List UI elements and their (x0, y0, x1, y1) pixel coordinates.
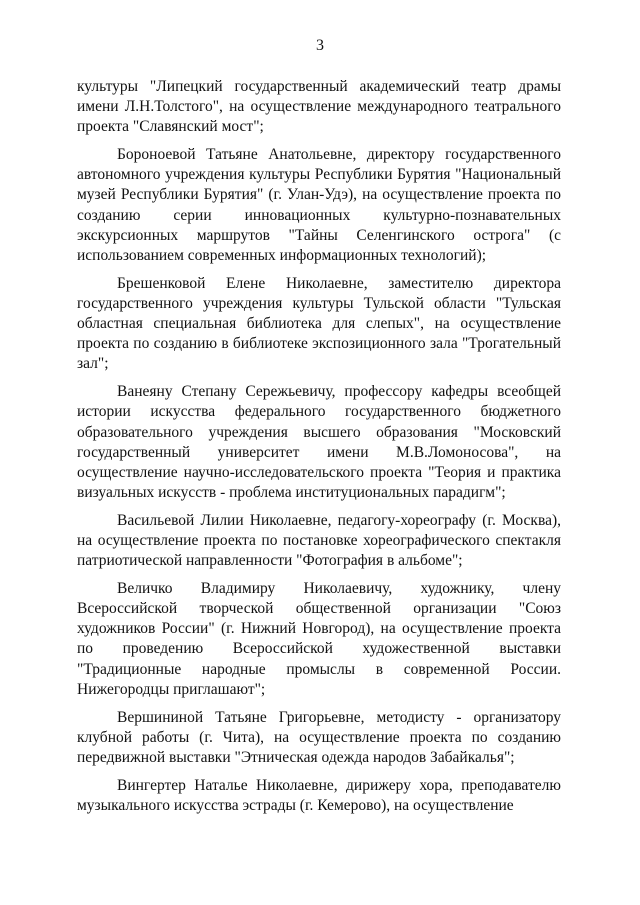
paragraph-vingerter: Вингертер Наталье Николаевне, дирижеру хора, преподавателю музыкального искусства эстрады (г. Кемерово), на осуществление (77, 777, 561, 815)
paragraph-velichko: Величко Владимиру Николаевичу, художнику, члену Всероссийской творческой общественной организации "Союз художников России" (г. Нижний Новгород), на осуществление проекта по проведению Всероссийской художественной выставки "Традиционные народные промыслы в современной России. Нижегородцы приглашают"; (77, 580, 561, 698)
paragraph-vershinina: Вершининой Татьяне Григорьевне, методисту - организатору клубной работы (г. Чита), на осуществление проекта по созданию передвижной выставки "Этническая одежда народов Забайкалья"; (77, 708, 561, 766)
paragraph-vasilyeva: Васильевой Лилии Николаевне, педагогу-хореографу (г. Москва), на осуществление проекта по постановке хореографического спектакля патриотической направленности "Фотография в альбоме"; (77, 511, 561, 570)
page-number: 3 (316, 37, 324, 54)
document-body (77, 77, 561, 816)
paragraph-boronoeva: Бороноевой Татьяне Анатольевне, директору государственного автономного учреждения культуры Республики Бурятия "Национальный музей Республики Бурятия" (г. Улан-Удэ), на осуществление проекта по созданию серии инновационных культурно-познавательных экскурсионных маршрутов "Тайны Селенгинского острога" (с использованием современных информационных технологий); (77, 146, 561, 264)
paragraph-breshenkova: Брешенковой Елене Николаевне, заместителю директора государственного учреждения культуры Тульской области "Тульская областная специальная библиотека для слепых", на осуществление проекта по созданию в библиотеке экспозиционного зала "Трогательный зал"; (77, 274, 561, 373)
paragraph-vaneyan: Ванеяну Степану Сережьевичу, профессору кафедры всеобщей истории искусства федерального государственного бюджетного образовательного учреждения высшего образования "Московский государственный университет имени М.В.Ломоносова", на осуществление научно-исследовательского проекта "Теория и практика визуальных искусств - проблема институциональных парадигм"; (77, 383, 561, 501)
paragraph-continuation: культуры "Липецкий государственный академический театр драмы имени Л.Н.Толстого", на осуществление международного театрального проекта "Славянский мост"; (77, 78, 561, 136)
